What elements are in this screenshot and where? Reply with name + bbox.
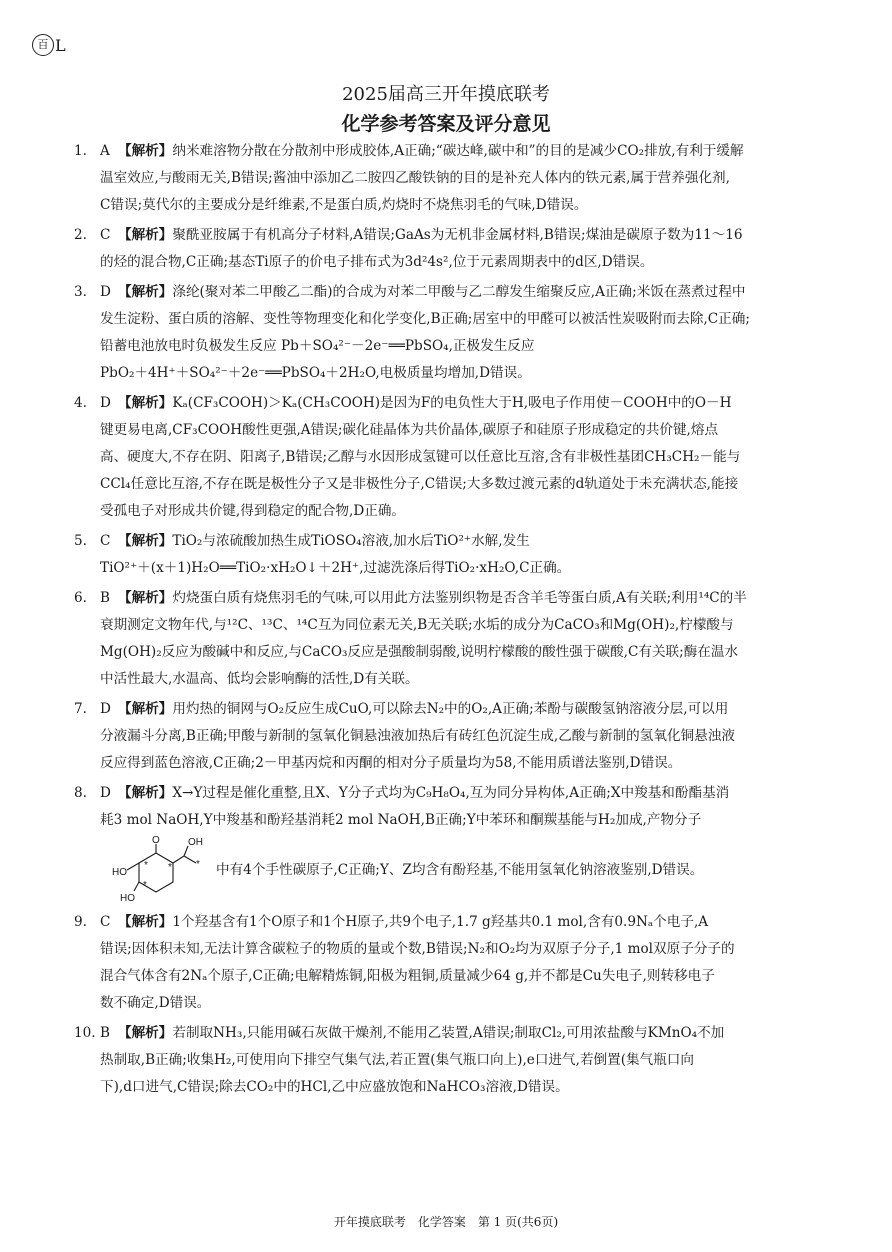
answer-letter: D <box>100 395 111 411</box>
answer-line: 铅蓄电池放电时负极发生反应 Pb＋SO₄²⁻－2e⁻══PbSO₄,正极发生反应 <box>100 338 535 354</box>
analysis-tag: 【解析】 <box>118 785 173 801</box>
analysis-tag: 【解析】 <box>118 1025 173 1041</box>
answer-line: PbO₂＋4H⁺＋SO₄²⁻＋2e⁻══PbSO₄＋2H₂O,电极质量均增加,D错误。 <box>100 365 531 381</box>
answer-item <box>74 1020 834 1101</box>
atom-label: HO <box>112 867 127 878</box>
answer-line: 混合气体含有2Nₐ个原子,C正确;电解精炼铜,阳极为粗铜,质量减少64 g,并不都是Cu失电子,则转移电子 <box>100 968 715 984</box>
answer-line: 6. B 【解析】灼烧蛋白质有烧焦羽毛的气味,可以用此方法鉴别织物是否含羊毛等蛋白质,A有关联;利用¹⁴C的半 <box>100 585 834 612</box>
answer-line: Mg(OH)₂反应为酸碱中和反应,与CaCO₃反应是强酸制弱酸,说明柠檬酸的酸性强于碳酸,C有关联;酶在温水 <box>100 644 739 660</box>
analysis-tag: 【解析】 <box>118 284 173 300</box>
answer-item <box>74 909 834 1017</box>
answer-line: 1. A 【解析】纳米难溶物分散在分散剂中形成胶体,A正确;“碳达峰,碳中和”的目的是减少CO₂排放,有利于缓解 <box>100 138 834 165</box>
answer-line: 10. B 【解析】若制取NH₃,只能用碱石灰做干燥剂,不能用乙装置,A错误;制取Cl₂,可用浓盐酸与KMnO₄不加 <box>100 1020 834 1047</box>
document-subtitle: 化学参考答案及评分意见 <box>341 113 551 135</box>
answer-line: 4. D 【解析】Kₐ(CF₃COOH)＞Kₐ(CH₃COOH)是因为F的电负性大于H,吸电子作用使－COOH中的O－H <box>100 390 834 417</box>
logo <box>32 34 66 56</box>
page-footer: 开年摸底联考 化学答案 第 1 页(共6页) <box>333 1215 559 1229</box>
answer-line: 3. D 【解析】涤纶(聚对苯二甲酸乙二酯)的合成为对苯二甲酸与乙二醇发生缩聚反应,A正确;米饭在蒸煮过程中 <box>100 279 834 306</box>
answer-line: 中活性最大,水温高、低均会影响酶的活性,D有关联。 <box>100 671 419 687</box>
answer-line: 热制取,B正确;收集H₂,可使用向下排空气集气法,若正置(集气瓶口向上),e口进气,若倒置(集气瓶口向 <box>100 1052 694 1068</box>
analysis-tag: 【解析】 <box>118 701 173 717</box>
answer-line: 键更易电离,CF₃COOH酸性更强,A错误;碳化硅晶体为共价晶体,碳原子和硅原子形成稳定的共价键,熔点 <box>100 422 719 438</box>
analysis-tag: 【解析】 <box>118 533 173 549</box>
answer-letter: B <box>100 590 110 606</box>
question-number: 3. <box>74 284 87 300</box>
analysis-tag: 【解析】 <box>118 227 173 243</box>
answer-letter: C <box>100 533 111 549</box>
answer-line: 分液漏斗分离,B正确;甲酸与新制的氢氧化铜悬浊液加热后有砖红色沉淀生成,乙酸与新制的氢氧化铜悬浊液 <box>100 728 735 744</box>
logo-letter: L <box>55 35 66 55</box>
answer-line: 下),d口进气,C错误;除去CO₂中的HCl,乙中应盛放饱和NaHCO₃溶液,D错误。 <box>100 1079 569 1095</box>
answer-line: CCl₄任意比互溶,不存在既是极性分子又是非极性分子,C错误;大多数过渡元素的d轨道处于未充满状态,能接 <box>100 476 739 492</box>
answer-item <box>74 390 834 525</box>
answer-letter: D <box>100 284 111 300</box>
analysis-tag: 【解析】 <box>118 914 173 930</box>
answer-line: 5. C 【解析】TiO₂与浓硫酸加热生成TiOSO₄溶液,加水后TiO²⁺水解,发生 <box>100 528 834 555</box>
question-number: 8. <box>74 785 87 801</box>
answer-line: 中有4个手性碳原子,C正确;Y、Z均含有酚羟基,不能用氢氧化钠溶液鉴别,D错误。 <box>216 861 704 878</box>
answer-line: 高、硬度大,不存在阴、阳离子,B错误;乙醇与水因形成氢键可以任意比互溶,含有非极性基团CH₃CH₂－能与 <box>100 449 741 465</box>
answer-line: 温室效应,与酸雨无关,B错误;酱油中添加乙二胺四乙酸铁钠的目的是补充人体内的铁元素,属于营养强化剂, <box>100 170 730 186</box>
chiral-star: * <box>196 859 200 870</box>
answer-line: 受孤电子对形成共价键,得到稳定的配合物,D正确。 <box>100 503 406 519</box>
structure-row <box>112 834 834 906</box>
answer-letter: C <box>100 227 111 243</box>
answer-item <box>74 780 834 906</box>
answer-line: C错误;莫代尔的主要成分是纤维素,不是蛋白质,灼烧时不烧焦羽毛的气味,D错误。 <box>100 197 588 213</box>
answer-item <box>74 528 834 582</box>
answer-line: 2. C 【解析】聚酰亚胺属于有机高分子材料,A错误;GaAs为无机非金属材料,B错误;煤油是碳原子数为11～16 <box>100 222 834 249</box>
answer-item <box>74 585 834 693</box>
answer-line: 8. D 【解析】X→Y过程是催化重整,且X、Y分子式均为C₉H₈O₄,互为同分异构体,A正确;X中羧基和酚酯基消 <box>100 780 834 807</box>
answer-line: 的烃的混合物,C正确;基态Ti原子的价电子排布式为3d²4s²,位于元素周期表中的d区,D错误。 <box>100 254 654 270</box>
answer-letter: D <box>100 785 111 801</box>
question-number: 6. <box>74 590 87 606</box>
answer-item <box>74 138 834 219</box>
answer-line: 7. D 【解析】用灼热的铜网与O₂反应生成CuO,可以除去N₂中的O₂,A正确;苯酚与碳酸氢钠溶液分层,可以用 <box>100 696 834 723</box>
answer-letter: D <box>100 701 111 717</box>
logo-seal: 百 <box>32 34 54 56</box>
document-title: 2025届高三开年摸底联考 <box>342 84 550 105</box>
chemical-structure <box>112 835 216 905</box>
chiral-star: * <box>143 880 147 891</box>
answer-line: 衰期测定文物年代,与¹²C、¹³C、¹⁴C互为同位素无关,B无关联;水垢的成分为CaCO₃和Mg(OH)₂,柠檬酸与 <box>100 617 734 633</box>
analysis-tag: 【解析】 <box>118 395 173 411</box>
atom-label: O <box>152 835 160 846</box>
question-number: 4. <box>74 395 87 411</box>
answer-line: 错误;因体积未知,无法计算含碳粒子的物质的量或个数,B错误;N₂和O₂均为双原子分子,1 mol双原子分子的 <box>100 941 735 957</box>
analysis-tag: 【解析】 <box>118 143 173 159</box>
atom-label: OH <box>188 837 203 848</box>
answer-item <box>74 279 834 387</box>
answer-item <box>74 222 834 276</box>
question-number: 9. <box>74 914 87 930</box>
answer-letter: A <box>100 143 110 159</box>
answer-line: 反应得到蓝色溶液,C正确;2－甲基丙烷和丙酮的相对分子质量均为58,不能用质谱法鉴别,D错误。 <box>100 755 682 771</box>
question-number: 2. <box>74 227 87 243</box>
question-number: 5. <box>74 533 87 549</box>
question-number: 10. <box>74 1025 96 1041</box>
chiral-star: * <box>168 862 172 873</box>
chiral-star: * <box>144 860 148 871</box>
question-number: 1. <box>74 143 87 159</box>
answer-line: TiO²⁺＋(x＋1)H₂O══TiO₂·xH₂O↓＋2H⁺,过滤洗涤后得TiO₂·xH₂O,C正确。 <box>100 560 571 576</box>
answer-letter: B <box>100 1025 110 1041</box>
answer-line: 9. C 【解析】1个羟基含有1个O原子和1个H原子,共9个电子,1.7 g羟基共0.1 mol,含有0.9Nₐ个电子,A <box>100 909 834 936</box>
question-number: 7. <box>74 701 87 717</box>
answer-line: 发生淀粉、蛋白质的溶解、变性等物理变化和化学变化,B正确;居室中的甲醛可以被活性炭吸附而去除,C正确; <box>100 311 750 327</box>
answer-list <box>74 138 834 1101</box>
analysis-tag: 【解析】 <box>118 590 173 606</box>
answer-letter: C <box>100 914 111 930</box>
atom-label: HO <box>120 893 135 904</box>
answer-item <box>74 696 834 777</box>
answer-line: 耗3 mol NaOH,Y中羧基和酚羟基消耗2 mol NaOH,B正确;Y中苯环和酮羰基能与H₂加成,产物分子 <box>100 812 702 828</box>
answer-line: 数不确定,D错误。 <box>100 995 211 1011</box>
